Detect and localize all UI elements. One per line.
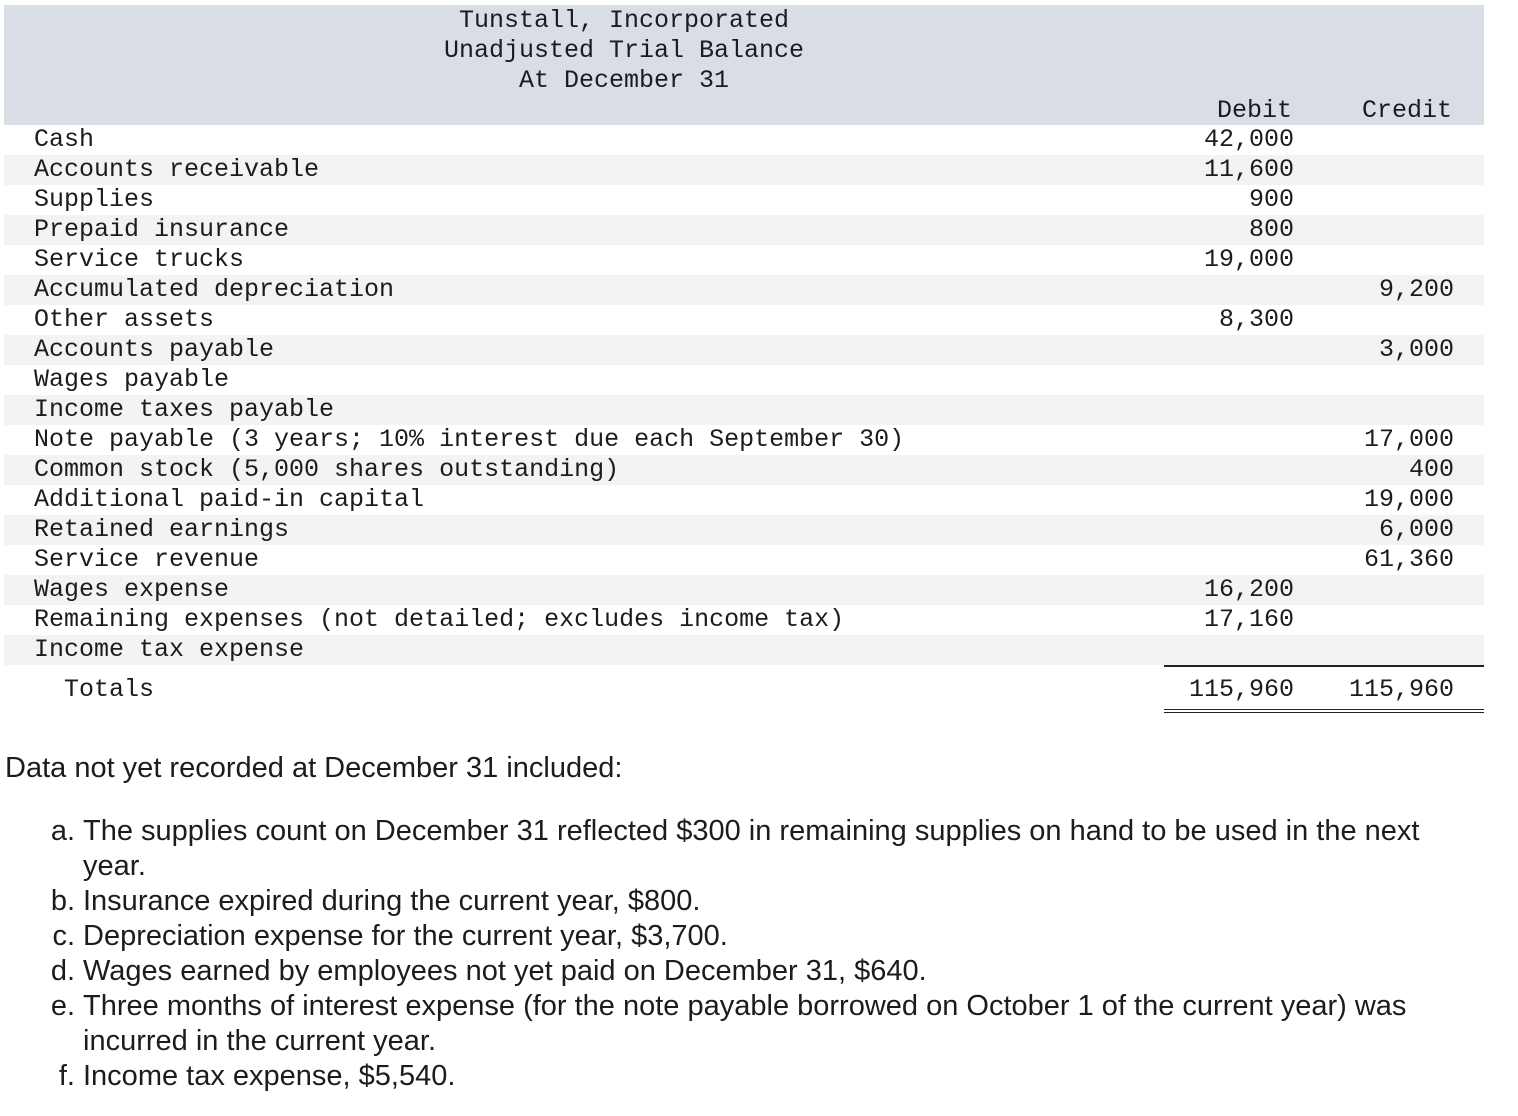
list-item [5, 954, 1475, 989]
list-item [5, 814, 1475, 884]
table-row [4, 425, 1484, 455]
account-name: Wages payable [34, 365, 230, 394]
debit-column-header: Debit [1216, 96, 1292, 125]
total-credit: 115,960 [1348, 675, 1454, 704]
note-text: Income tax expense, $5,540. [83, 1060, 456, 1092]
account-name: Common stock (5,000 shares outstanding) [34, 455, 620, 484]
table-row [4, 215, 1484, 245]
company-name: Tunstall, Incorporated [458, 6, 790, 35]
list-item [5, 884, 1475, 919]
account-name: Note payable (3 years; 10% interest due each September 30) [34, 425, 905, 454]
credit-amount: 9,200 [1378, 275, 1454, 304]
account-name: Income tax expense [34, 635, 305, 664]
notes-list [5, 814, 1475, 1094]
totals-rule [1164, 665, 1484, 667]
notes-intro: Data not yet recorded at December 31 included: [5, 752, 623, 784]
account-name: Accounts receivable [34, 155, 320, 184]
account-name: Cash [34, 125, 95, 154]
note-label: b. [50, 885, 75, 917]
table-row [4, 305, 1484, 335]
account-name: Service revenue [34, 545, 260, 574]
table-row [4, 275, 1484, 305]
totals-double-rule [1164, 709, 1484, 713]
note-text: Depreciation expense for the current year, $3,700. [83, 920, 728, 952]
table-row [4, 605, 1484, 635]
debit-amount: 17,160 [1203, 605, 1294, 634]
list-item [5, 919, 1475, 954]
credit-amount: 6,000 [1378, 515, 1454, 544]
note-label: e. [50, 990, 75, 1022]
trial-balance [4, 5, 1484, 704]
adjustment-notes [5, 748, 1475, 1094]
account-name: Retained earnings [34, 515, 290, 544]
note-label: d. [50, 955, 75, 987]
table-row [4, 395, 1484, 425]
account-name: Accounts payable [34, 335, 275, 364]
note-label: f. [58, 1060, 75, 1092]
debit-amount: 11,600 [1203, 155, 1294, 184]
account-name: Supplies [34, 185, 155, 214]
table-row [4, 485, 1484, 515]
trial-balance-header [4, 5, 1484, 125]
totals-row [4, 675, 1484, 705]
note-label: a. [50, 815, 75, 847]
debit-amount: 900 [1248, 185, 1294, 214]
account-name: Additional paid-in capital [34, 485, 425, 514]
debit-amount: 800 [1248, 215, 1294, 244]
note-text: Wages earned by employees not yet paid on December 31, $640. [83, 955, 927, 987]
table-row [4, 455, 1484, 485]
table-row [4, 125, 1484, 155]
credit-amount: 3,000 [1378, 335, 1454, 364]
credit-amount: 19,000 [1363, 485, 1454, 514]
note-label: c. [52, 920, 75, 952]
report-name: Unadjusted Trial Balance [443, 36, 805, 65]
account-name: Accumulated depreciation [34, 275, 395, 304]
total-debit: 115,960 [1188, 675, 1294, 704]
table-row [4, 575, 1484, 605]
table-row [4, 365, 1484, 395]
note-text: Insurance expired during the current year, $800. [83, 885, 701, 917]
totals-label: Totals [64, 675, 155, 704]
table-row [4, 515, 1484, 545]
debit-amount: 42,000 [1203, 125, 1294, 154]
account-name: Wages expense [34, 575, 230, 604]
report-date: At December 31 [518, 66, 730, 95]
debit-amount: 16,200 [1203, 575, 1294, 604]
credit-column-header: Credit [1361, 96, 1452, 125]
table-row [4, 335, 1484, 365]
list-item [5, 989, 1475, 1059]
table-row [4, 545, 1484, 575]
list-item [5, 1059, 1475, 1094]
note-text: Three months of interest expense (for the note payable borrowed on October 1 of the current year) was incurred in the current year. [83, 990, 1407, 1057]
account-name: Remaining expenses (not detailed; excludes income tax) [34, 605, 845, 634]
account-name: Other assets [34, 305, 215, 334]
table-row [4, 245, 1484, 275]
table-row [4, 185, 1484, 215]
credit-amount: 400 [1408, 455, 1454, 484]
debit-amount: 19,000 [1203, 245, 1294, 274]
account-name: Prepaid insurance [34, 215, 290, 244]
debit-amount: 8,300 [1218, 305, 1294, 334]
account-name: Income taxes payable [34, 395, 335, 424]
table-row [4, 155, 1484, 185]
account-name: Service trucks [34, 245, 245, 274]
table-row [4, 635, 1484, 665]
account-rows [4, 125, 1484, 665]
credit-amount: 17,000 [1363, 425, 1454, 454]
note-text: The supplies count on December 31 reflected $300 in remaining supplies on hand to be used in the next year. [83, 815, 1420, 882]
credit-amount: 61,360 [1363, 545, 1454, 574]
